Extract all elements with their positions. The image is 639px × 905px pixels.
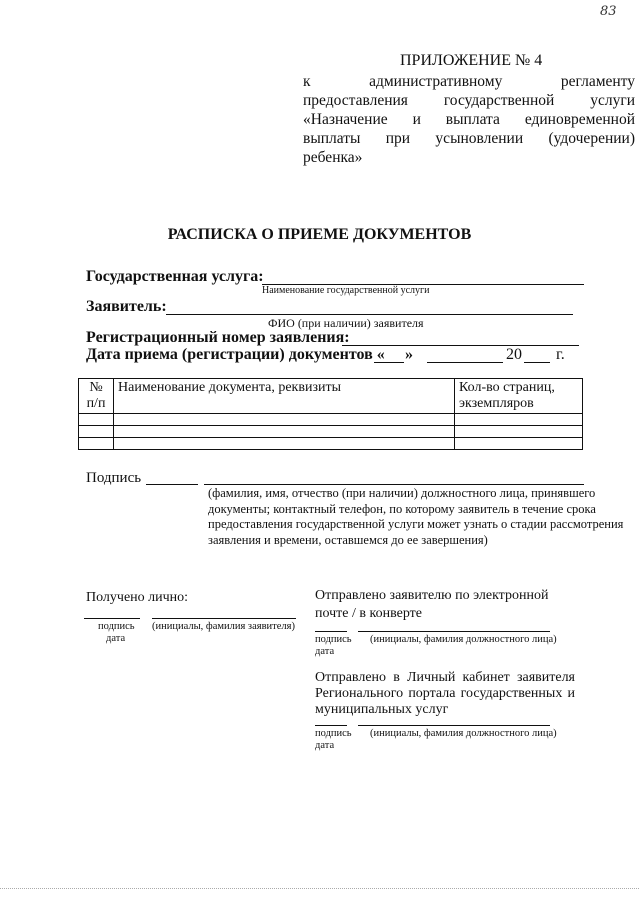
service-caption: Наименование государственной услуги [262,285,430,296]
applicant-label: Заявитель: [86,298,167,315]
sent-cabinet-sign-caption: подпись [315,728,352,739]
sent-email-sign-line[interactable] [315,631,347,632]
received-name-line[interactable] [152,618,296,619]
signature-label: Подпись [86,470,142,486]
applicant-caption: ФИО (при наличии) заявителя [268,316,424,330]
sent-cabinet-date-caption: дата [315,740,335,751]
table-cell[interactable] [79,426,114,438]
appendix-line: предоставления государственной услуги [303,92,635,109]
appendix-line: выплаты при усыновлении (удочерении) [303,130,635,147]
scan-edge-line [0,888,639,889]
table-header-cell: № п/п [79,379,114,414]
date-year: 20 [506,346,522,363]
applicant-line[interactable] [166,314,573,315]
sent-cabinet-sign-line[interactable] [315,725,347,726]
sent-cabinet-name-line[interactable] [358,725,550,726]
table-cell[interactable] [79,414,114,426]
table-cell[interactable] [455,438,583,450]
service-label: Государственная услуга: [86,268,264,285]
table-row[interactable] [79,426,583,438]
received-name-caption: (инициалы, фамилия заявителя) [152,621,295,632]
date-label: Дата приема (регистрации) документов « [86,346,385,363]
received-label: Получено лично: [86,590,189,605]
sent-email-name-caption: (инициалы, фамилия должностного лица) [370,634,557,645]
appendix-line: ребенка» [303,149,363,166]
sent-cabinet-name-caption: (инициалы, фамилия должностного лица) [370,728,557,739]
received-sign-line[interactable] [84,618,140,619]
table-header-cell: Кол-во страниц, экземпляров [455,379,583,414]
received-sign-caption: подпись [98,621,135,632]
received-date-caption: дата [106,633,126,644]
date-day-line[interactable] [374,362,404,363]
table-cell[interactable] [114,414,455,426]
page-title: РАСПИСКА О ПРИЕМЕ ДОКУМЕНТОВ [167,226,472,243]
signature-line-short[interactable] [146,484,198,485]
table-row[interactable] [79,414,583,426]
sent-email-sign-caption: подпись [315,634,352,645]
page-number: 83 [600,4,617,19]
sent-email-label: Отправлено заявителю по электронной почте / в конверте [315,588,549,621]
appendix-text [303,72,635,167]
sent-cabinet-label: Отправлено в Личный кабинет заявителя Регионального портала государственных и муниципальных услуг [315,670,575,717]
date-suffix: г. [556,346,565,363]
sent-email-date-caption: дата [315,646,335,657]
table-header-cell: Наименование документа, реквизиты [114,379,455,414]
table-cell[interactable] [455,414,583,426]
date-mid: » [405,346,413,363]
appendix-title: ПРИЛОЖЕНИЕ № 4 [400,52,543,69]
sent-email-name-line[interactable] [358,631,550,632]
table-cell[interactable] [114,426,455,438]
date-year-line[interactable] [524,362,550,363]
table-cell[interactable] [114,438,455,450]
documents-table [78,378,583,450]
appendix-line: «Назначение и выплата единовременной [303,111,635,128]
regnum-label: Регистрационный номер заявления: [86,329,350,346]
date-month-line[interactable] [427,362,503,363]
table-cell[interactable] [79,438,114,450]
table-cell[interactable] [455,426,583,438]
signature-caption: (фамилия, имя, отчество (при наличии) должностного лица, принявшего документы; контактный телефон, по которому заявитель в течение срока предоставления государственной услуги может узнать о стадии рассмотрения заявления и времени, оставшемся до ее завершения) [208,486,624,547]
appendix-line: к административному регламенту [303,73,635,90]
table-row[interactable] [79,438,583,450]
table-header-row [79,379,583,414]
signature-line-long[interactable] [204,484,584,485]
